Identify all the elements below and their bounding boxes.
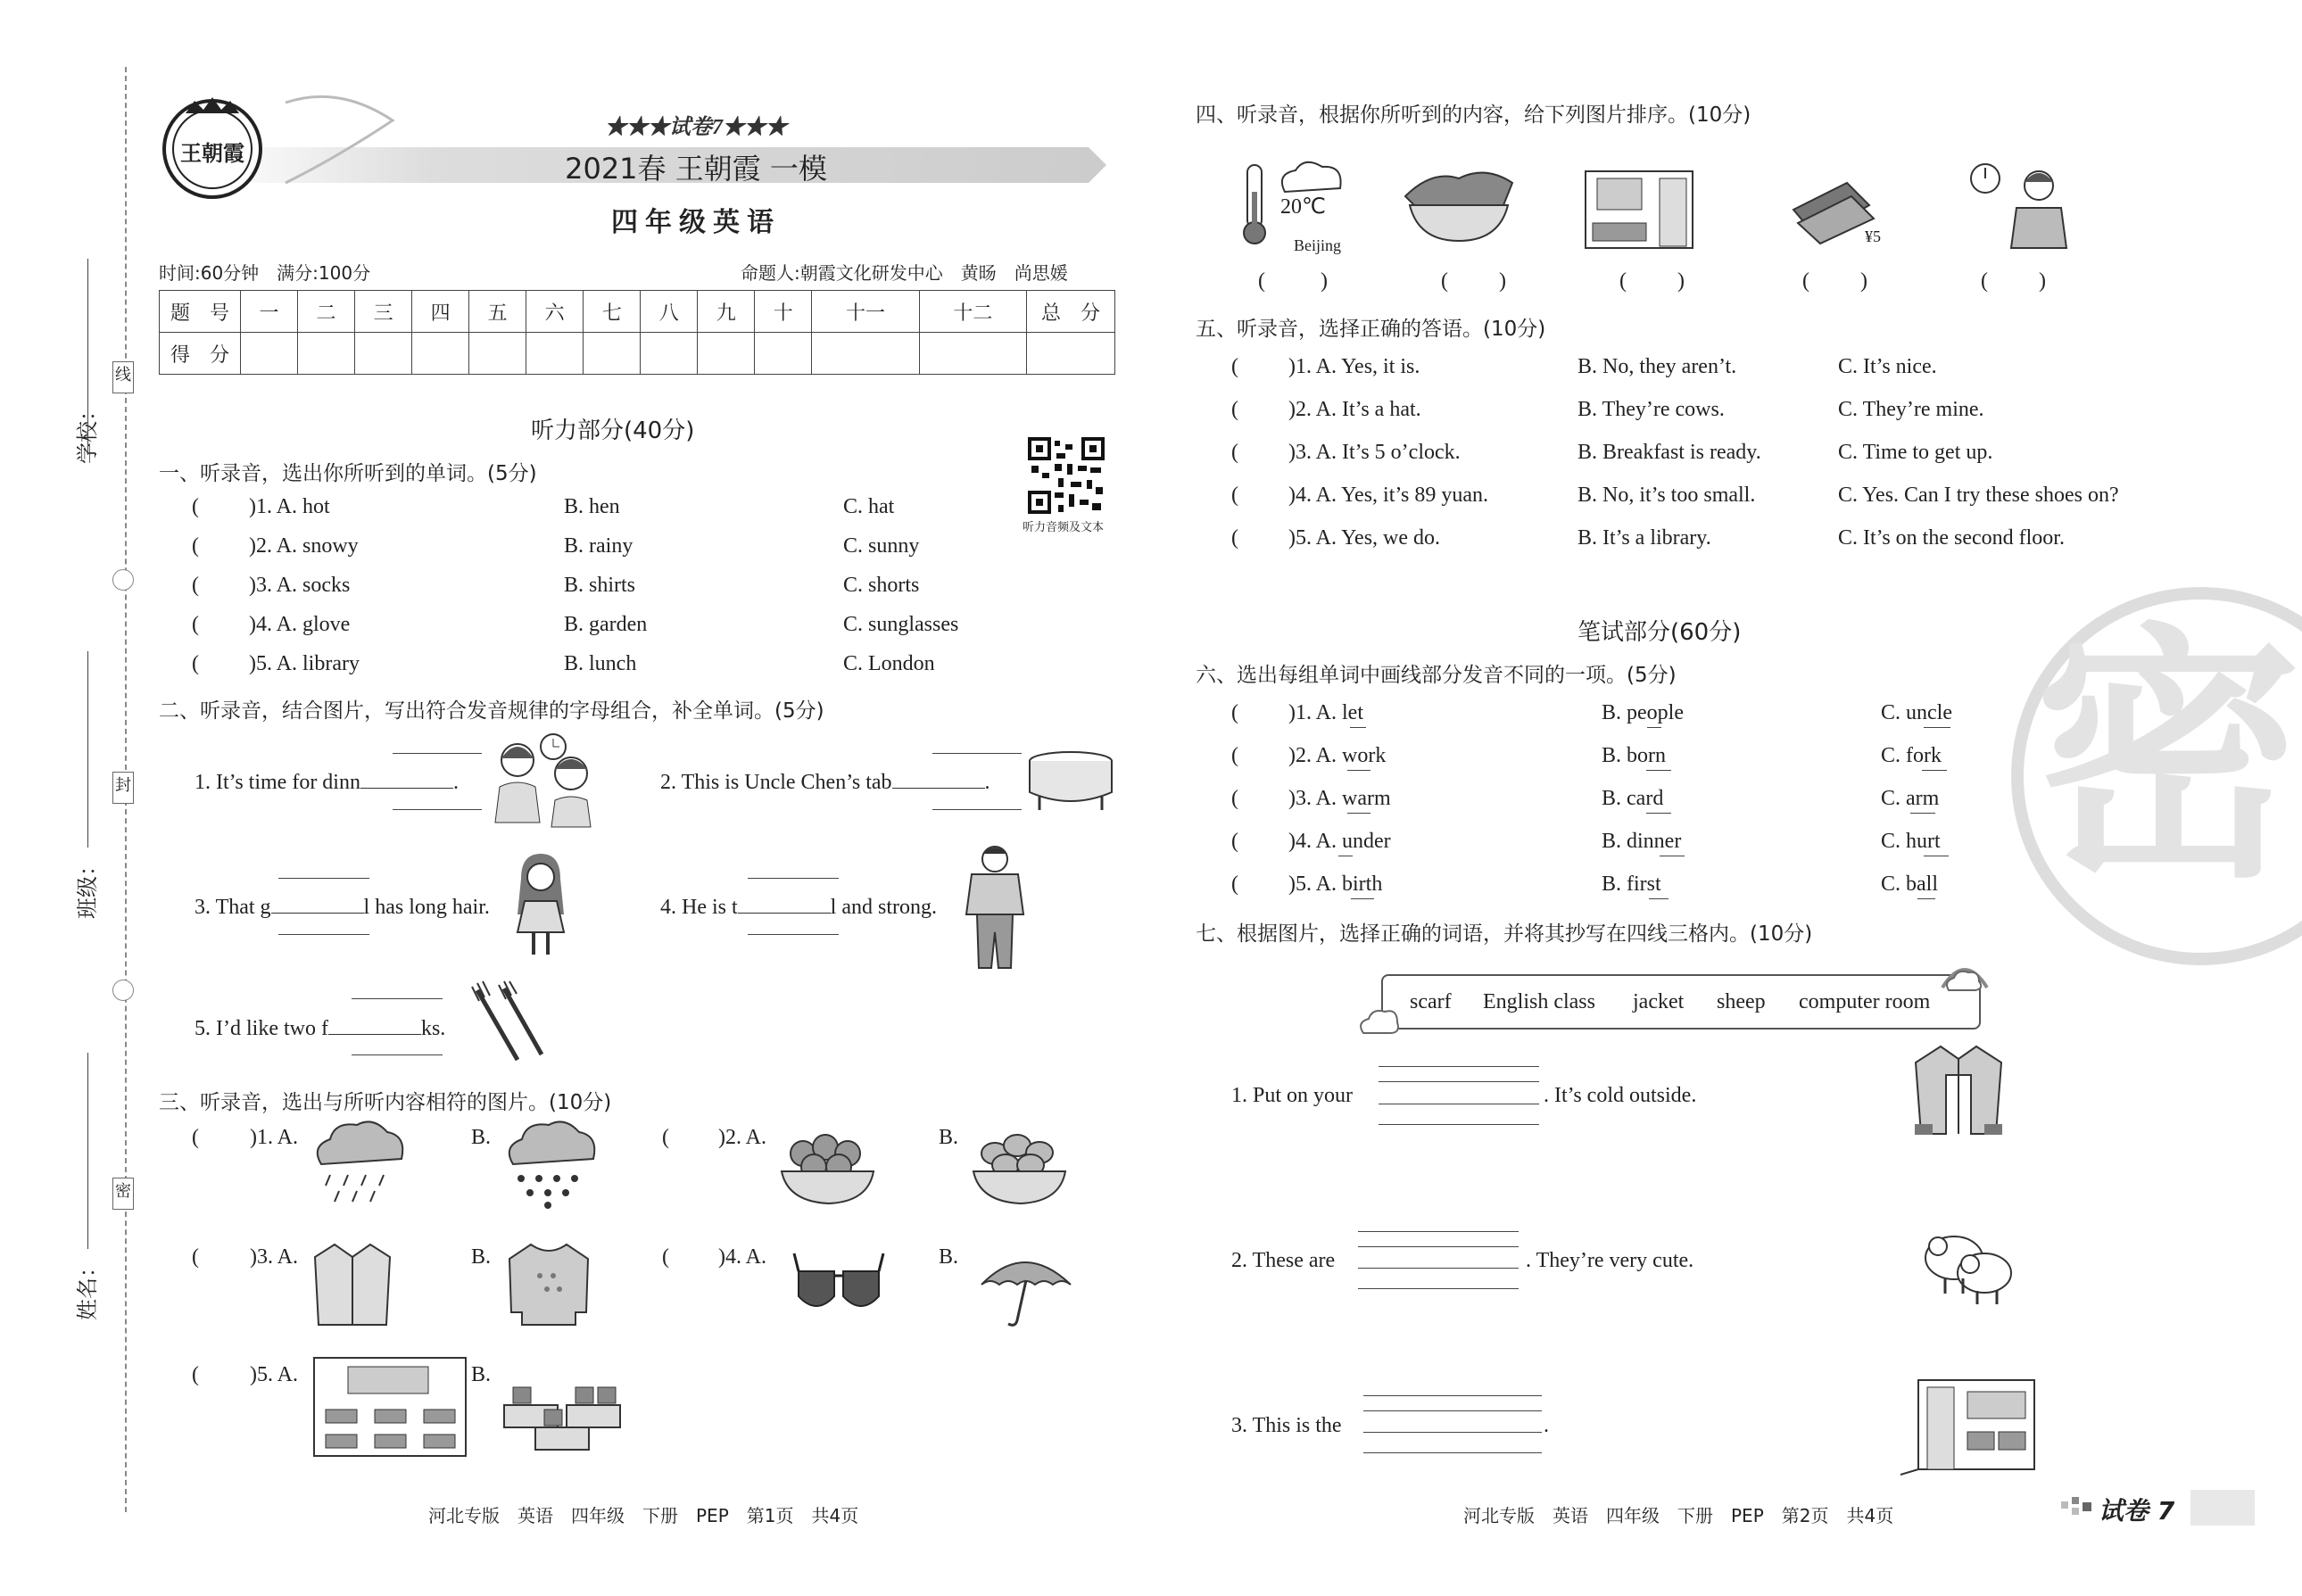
s3-title: 三、听录音，选出与所听内容相符的图片。(10分)	[159, 1091, 612, 1114]
score-cell[interactable]	[355, 333, 412, 375]
s1-title: 一、听录音，选出你所听到的单词。(5分)	[159, 462, 537, 485]
answer-paren[interactable]: (	[192, 652, 199, 675]
exam-title: 2021春 王朝霞 一模	[565, 152, 827, 186]
qr-code[interactable]	[1028, 437, 1105, 514]
answer-paren[interactable]: (	[1231, 872, 1238, 896]
s5-option-c[interactable]: C. Time to get up.	[1838, 441, 1993, 464]
qr-caption: 听力音频及文本	[1023, 521, 1105, 534]
paren-close: )	[2039, 269, 2046, 293]
s2-q3-text: 3. That g	[195, 896, 271, 919]
hole-mark-1	[112, 569, 134, 591]
class-label: 班级：	[75, 855, 100, 919]
s6-word-b: born	[1627, 744, 1667, 767]
score-cell[interactable]	[755, 333, 812, 375]
answer-paren[interactable]: (	[192, 574, 199, 597]
answer-paren[interactable]: (	[662, 1126, 669, 1149]
s4-title: 四、听录音，根据你所听到的内容，给下列图片排序。(10分)	[1196, 103, 1751, 127]
score-cell[interactable]	[241, 333, 298, 375]
answer-paren[interactable]: (	[1802, 269, 1809, 293]
s2-q2-blank[interactable]	[892, 788, 985, 789]
time-info: 时间:60分钟 满分:100分	[159, 262, 371, 284]
weather-city: Beijing	[1294, 236, 1341, 254]
s1-option-c[interactable]: C. sunny	[843, 534, 920, 558]
s6-word-b: first	[1627, 872, 1661, 896]
tall-man-picture	[959, 843, 1031, 972]
s5-option-a[interactable]: )4. A. Yes, it’s 89 yuan.	[1288, 484, 1489, 507]
s6-option-b[interactable]: B. card	[1602, 787, 1664, 810]
s5-option-a[interactable]: )3. A. It’s 5 o’clock.	[1288, 441, 1461, 464]
s1-option-a[interactable]: )2. A. snowy	[249, 534, 359, 558]
s2-q2-text: 2. This is Uncle Chen’s tab	[660, 771, 892, 794]
answer-paren[interactable]: (	[1231, 787, 1238, 810]
s7-q1-blank[interactable]	[1379, 1081, 1539, 1104]
s2-title: 二、听录音，结合图片，写出符合发音规律的字母组合，补全单词。(5分)	[159, 699, 824, 723]
s1-option-c[interactable]: C. London	[843, 652, 935, 675]
girl-picture	[509, 852, 571, 959]
name-field[interactable]	[87, 1053, 88, 1249]
school-field[interactable]	[87, 259, 88, 455]
col-3: 三	[355, 291, 412, 333]
s2-q3-end: l has long hair.	[363, 896, 490, 919]
s1-option-a[interactable]: )1. A. hot	[249, 495, 330, 518]
s2-q4	[660, 896, 937, 920]
s2-q5-end: ks.	[420, 1017, 446, 1040]
classroom-picture[interactable]	[312, 1356, 468, 1459]
s2-q4-text: 4. He is t	[660, 896, 738, 919]
s2-q5-blank[interactable]	[328, 1034, 421, 1035]
score-cell[interactable]	[298, 333, 355, 375]
answer-paren[interactable]: (	[1231, 744, 1238, 767]
answer-paren[interactable]: (	[1231, 398, 1238, 421]
score-cell[interactable]	[919, 333, 1026, 375]
s5-option-c[interactable]: C. It’s nice.	[1838, 355, 1937, 378]
col-11: 十一	[812, 291, 919, 333]
s5-option-b[interactable]: B. No, they aren’t.	[1577, 355, 1737, 378]
s6-option-c[interactable]: C. fork	[1881, 744, 1942, 767]
sunglasses-picture[interactable]	[794, 1249, 883, 1320]
s3-q2-b-label: B.	[939, 1126, 959, 1149]
s6-num: )5. A.	[1288, 872, 1342, 896]
col-8: 八	[641, 291, 698, 333]
s2-q1-blank[interactable]	[360, 788, 453, 789]
s7-q1-end: . It’s cold outside.	[1544, 1084, 1697, 1107]
answer-paren[interactable]: (	[192, 1245, 199, 1269]
s3-q4-b-label: B.	[939, 1245, 959, 1269]
col-10: 十	[755, 291, 812, 333]
word-sheep: sheep	[1717, 990, 1766, 1013]
s5-option-b[interactable]: B. They’re cows.	[1577, 398, 1725, 421]
s7-q1-text: 1. Put on your	[1231, 1084, 1354, 1107]
answer-paren[interactable]: (	[1231, 830, 1238, 853]
s6-option-a[interactable]	[1288, 787, 1391, 811]
exam-stars-label: ★★★试卷7★★★	[605, 116, 787, 139]
s6-option-b[interactable]: B. people	[1602, 701, 1684, 724]
s5-option-b[interactable]: B. It’s a library.	[1577, 526, 1711, 550]
s3-q1-label: )1. A.	[250, 1126, 298, 1149]
answer-paren[interactable]: (	[662, 1245, 669, 1269]
s1-option-b[interactable]: B. shirts	[564, 574, 636, 597]
s1-option-b[interactable]: B. lunch	[564, 652, 637, 675]
shirt-picture[interactable]	[308, 1240, 397, 1329]
answer-paren[interactable]: (	[192, 1126, 199, 1149]
s6-word-b: people	[1627, 701, 1684, 724]
name-label: 姓名：	[75, 1256, 100, 1320]
s5-option-a[interactable]: )1. A. Yes, it is.	[1288, 355, 1420, 378]
word-english-class: English class	[1483, 990, 1595, 1013]
s1-option-b[interactable]: B. garden	[564, 613, 648, 636]
sheep-picture	[1918, 1218, 2016, 1307]
score-cell[interactable]	[469, 333, 526, 375]
computer-room-door-picture	[1900, 1378, 2039, 1476]
cut-mark-1: 线	[112, 361, 134, 393]
boy-clock-picture	[1963, 159, 2070, 252]
s6-option-a[interactable]	[1288, 872, 1382, 897]
s6-num: )1. A.	[1288, 701, 1342, 724]
cut-mark-3: 密	[112, 1178, 134, 1210]
s6-num: )4. A.	[1288, 830, 1342, 853]
dinner-kids-picture	[482, 733, 598, 831]
listening-section-title: 听力部分(40分)	[531, 418, 695, 444]
s5-title: 五、听录音，选择正确的答语。(10分)	[1196, 318, 1546, 341]
s3-q4-label: )4. A.	[718, 1245, 766, 1269]
answer-paren[interactable]: (	[192, 1363, 199, 1386]
computer-room-picture[interactable]	[500, 1356, 629, 1454]
s7-q2-blank[interactable]	[1358, 1246, 1519, 1268]
col-1: 一	[241, 291, 298, 333]
footer-right: 河北专版 英语 四年级 下册 PEP 第2页 共4页	[1463, 1505, 1894, 1526]
col-5: 五	[469, 291, 526, 333]
s6-word-a: work	[1342, 744, 1387, 767]
word-jacket: jacket	[1633, 990, 1685, 1013]
score-cell[interactable]	[1027, 333, 1115, 375]
s7-q2-end: . They’re very cute.	[1526, 1249, 1694, 1272]
answer-paren[interactable]: (	[192, 495, 199, 518]
col-6: 六	[526, 291, 584, 333]
s3-q1-b-label: B.	[471, 1126, 492, 1149]
s3-q2-label: )2. A.	[718, 1126, 766, 1149]
s1-option-a[interactable]: )4. A. glove	[249, 613, 351, 636]
col-2: 二	[298, 291, 355, 333]
s6-option-c[interactable]: C. hurt	[1881, 830, 1941, 853]
cut-mark-2: 封	[112, 772, 134, 804]
s2-q3	[195, 896, 490, 920]
price-tag: ¥5	[1865, 227, 1881, 245]
answer-paren[interactable]: (	[1981, 269, 1988, 293]
s1-option-a[interactable]: )5. A. library	[249, 652, 360, 675]
s6-title: 六、选出每组单词中画线部分发音不同的一项。(5分)	[1196, 664, 1677, 687]
forks-picture	[468, 981, 549, 1066]
footer-left: 河北专版 英语 四年级 下册 PEP 第1页 共4页	[428, 1505, 859, 1526]
s2-q4-end: l and strong.	[830, 896, 937, 919]
score-header-label: 题 号	[160, 291, 241, 333]
word-computer-room: computer room	[1799, 990, 1931, 1013]
s2-q2	[660, 771, 990, 795]
paren-close: )	[1499, 269, 1506, 293]
score-cell[interactable]	[526, 333, 584, 375]
rainy-cloud-picture[interactable]	[308, 1120, 406, 1213]
paren-close: )	[1321, 269, 1328, 293]
authors: 命题人:朝霞文化研发中心 黄旸 尚思媛	[741, 262, 1068, 284]
answer-paren[interactable]: (	[192, 613, 199, 636]
s1-option-c[interactable]: C. sunglasses	[843, 613, 959, 636]
s2-q5	[195, 1017, 445, 1041]
umbrella-picture[interactable]	[977, 1245, 1075, 1329]
s5-option-a[interactable]: )2. A. It’s a hat.	[1288, 398, 1421, 421]
s2-q2-end: .	[984, 771, 990, 794]
answer-paren[interactable]: (	[1231, 484, 1238, 507]
s6-word-a: under	[1342, 830, 1391, 853]
answer-paren[interactable]: (	[1619, 269, 1627, 293]
answer-paren[interactable]: (	[1231, 701, 1238, 724]
s2-q5-text: 5. I’d like two f	[195, 1017, 328, 1040]
s6-num: )3. A.	[1288, 787, 1342, 810]
score-row-label: 得 分	[160, 333, 241, 375]
paper-tag: 试卷 7	[2099, 1496, 2175, 1526]
s6-word-c: hurt	[1906, 830, 1941, 853]
col-4: 四	[412, 291, 469, 333]
s6-word-a: let	[1342, 701, 1363, 724]
s6-option-c[interactable]: C. arm	[1881, 787, 1940, 810]
s6-word-b: card	[1627, 787, 1664, 810]
s3-q5-b-label: B.	[471, 1363, 492, 1386]
answer-paren[interactable]: (	[1441, 269, 1448, 293]
s1-option-c[interactable]: C. hat	[843, 495, 895, 518]
s5-option-c[interactable]: C. Yes. Can I try these shoes on?	[1838, 484, 2119, 507]
score-cell[interactable]	[584, 333, 641, 375]
s2-q1-end: .	[452, 771, 459, 794]
cloud-icon	[1356, 1006, 1401, 1042]
fried-chicken-picture	[1396, 161, 1521, 245]
s5-option-b[interactable]: B. Breakfast is ready.	[1577, 441, 1761, 464]
school-label: 学校：	[75, 400, 100, 464]
s7-q3-end: .	[1544, 1414, 1549, 1437]
s6-word-c: ball	[1906, 872, 1939, 896]
s6-option-b[interactable]: B. first	[1602, 872, 1661, 896]
col-7: 七	[584, 291, 641, 333]
answer-paren[interactable]: (	[1231, 441, 1238, 464]
s6-word-a: birth	[1342, 872, 1383, 896]
col-12: 十二	[919, 291, 1026, 333]
s1-option-c[interactable]: C. shorts	[843, 574, 920, 597]
answer-paren[interactable]: (	[1231, 355, 1238, 378]
s5-option-a[interactable]: )5. A. Yes, we do.	[1288, 526, 1441, 550]
score-cell[interactable]	[412, 333, 469, 375]
s7-q3-blank[interactable]	[1363, 1410, 1542, 1432]
score-cell[interactable]	[698, 333, 755, 375]
s1-option-b[interactable]: B. rainy	[564, 534, 633, 558]
s6-option-a[interactable]	[1288, 830, 1391, 854]
sweater-picture[interactable]	[504, 1240, 593, 1329]
snowy-cloud-picture[interactable]	[500, 1120, 598, 1213]
paren-close: )	[1677, 269, 1685, 293]
s2-q3-blank[interactable]	[271, 913, 364, 914]
bedroom-picture	[1584, 170, 1695, 250]
hole-mark-2	[112, 980, 134, 1001]
col-9: 九	[698, 291, 755, 333]
s2-q4-blank[interactable]	[738, 913, 831, 914]
s6-word-c: arm	[1906, 787, 1940, 810]
s6-word-a: warm	[1342, 787, 1391, 810]
subject-title: 四年级英语	[611, 207, 781, 238]
jacket-picture	[1909, 1039, 2008, 1142]
s2-q1-text: 1. It’s time for dinn	[195, 771, 360, 794]
s3-q3-label: )3. A.	[250, 1245, 298, 1269]
s6-option-b[interactable]: B. born	[1602, 744, 1667, 767]
s6-option-b[interactable]: B. dinner	[1602, 830, 1682, 853]
s6-option-a[interactable]	[1288, 744, 1386, 768]
word-scarf: scarf	[1410, 990, 1452, 1013]
s6-num: )2. A.	[1288, 744, 1342, 767]
table-picture	[1026, 748, 1115, 819]
s5-option-c[interactable]: C. They’re mine.	[1838, 398, 1984, 421]
logo-text: 王朝霞	[180, 141, 244, 166]
s7-q3-text: 3. This is the	[1231, 1414, 1342, 1437]
tomatoes-basket-picture[interactable]	[776, 1122, 879, 1207]
paren-close: )	[1860, 269, 1867, 293]
col-total: 总 分	[1027, 291, 1115, 333]
s5-option-c[interactable]: C. It’s on the second floor.	[1838, 526, 2065, 550]
s1-option-b[interactable]: B. hen	[564, 495, 620, 518]
weather-temp: 20℃	[1280, 195, 1326, 219]
s6-word-c: fork	[1906, 744, 1942, 767]
answer-paren[interactable]: (	[192, 534, 199, 558]
s6-option-c[interactable]: C. uncle	[1881, 701, 1952, 724]
score-table	[159, 290, 1115, 375]
s6-option-c[interactable]: C. ball	[1881, 872, 1939, 896]
potatoes-basket-picture[interactable]	[968, 1122, 1071, 1207]
score-cell[interactable]	[812, 333, 919, 375]
class-field[interactable]	[87, 651, 88, 848]
s1-option-a[interactable]: )3. A. socks	[249, 574, 351, 597]
s6-word-c: uncle	[1906, 701, 1952, 724]
rainbow-cloud-icon	[1938, 956, 1991, 996]
s3-q3-b-label: B.	[471, 1245, 492, 1269]
s6-word-b: dinner	[1627, 830, 1682, 853]
s3-q5-label: )5. A.	[250, 1363, 298, 1386]
s7-q2-text: 2. These are	[1231, 1249, 1336, 1272]
s6-option-a[interactable]	[1288, 701, 1363, 725]
s7-title: 七、根据图片，选择正确的词语，并将其抄写在四线三格内。(10分)	[1196, 922, 1813, 946]
answer-paren[interactable]: (	[1231, 526, 1238, 550]
s5-option-b[interactable]: B. No, it’s too small.	[1577, 484, 1756, 507]
score-cell[interactable]	[641, 333, 698, 375]
s2-q1	[195, 771, 459, 795]
writing-section-title: 笔试部分(60分)	[1577, 619, 1742, 646]
answer-paren[interactable]: (	[1258, 269, 1265, 293]
watermark-char: 密	[2034, 602, 2302, 914]
